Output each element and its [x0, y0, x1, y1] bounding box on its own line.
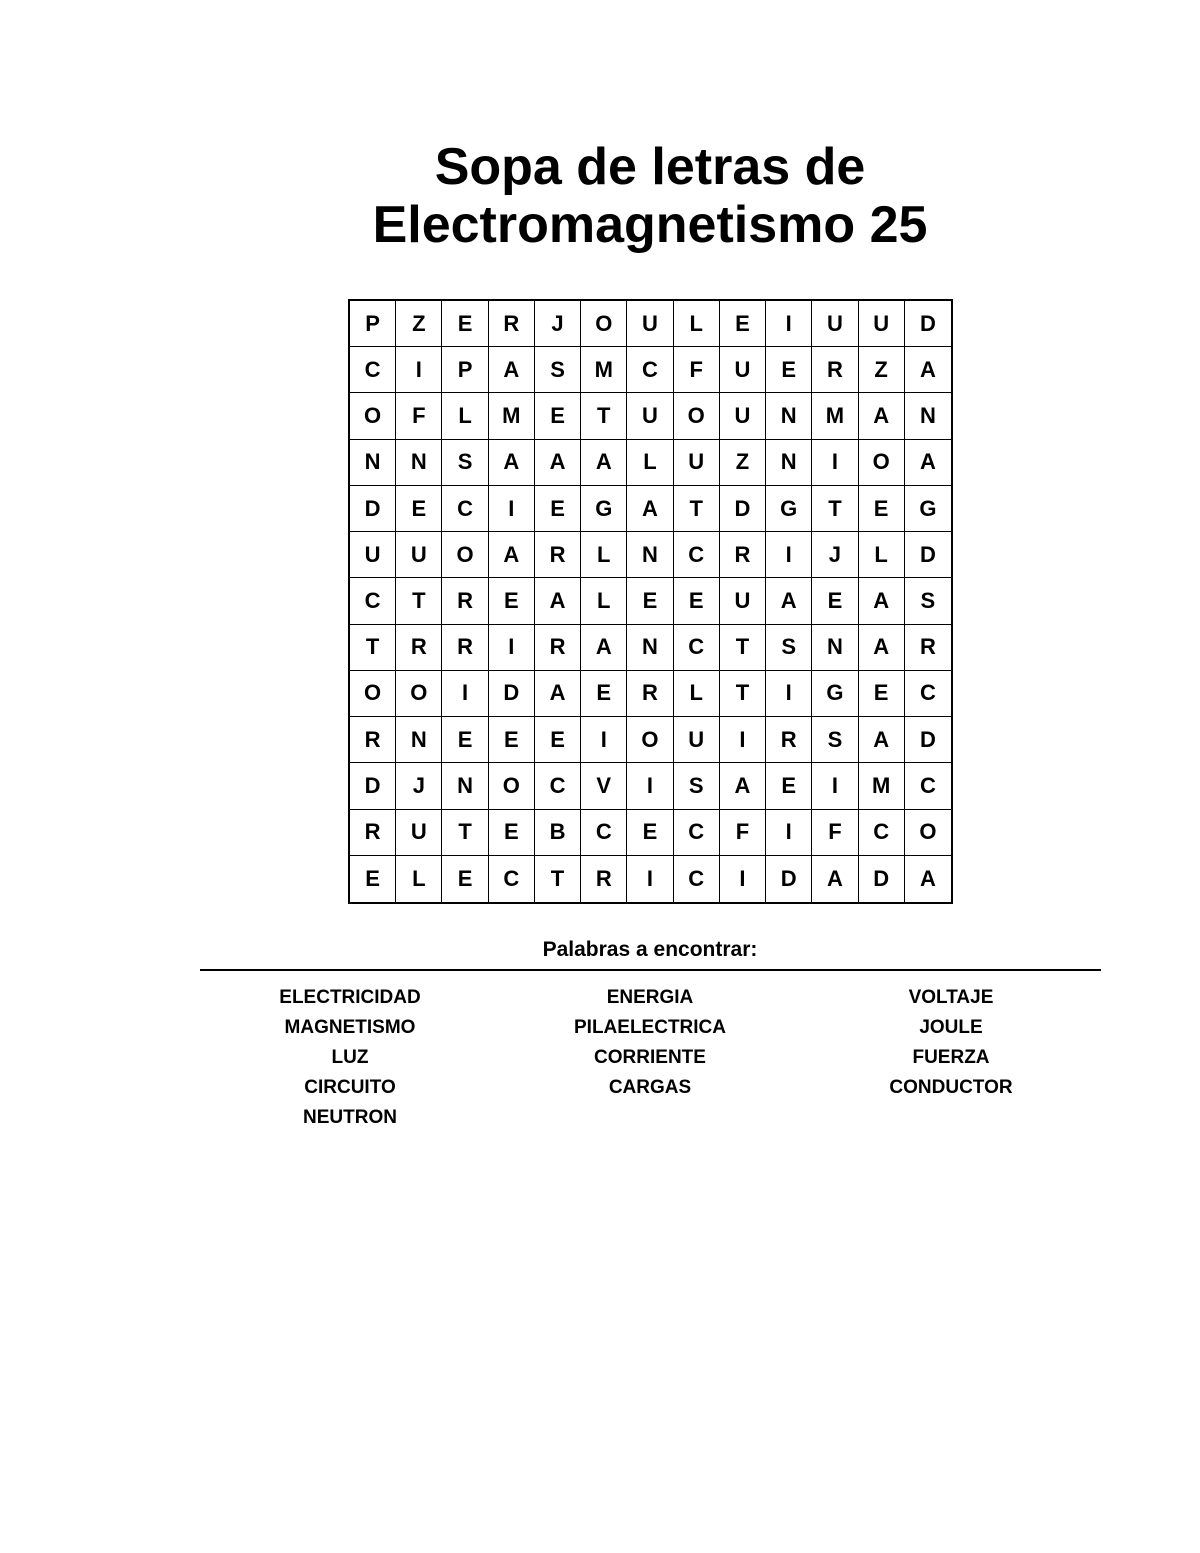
grid-cell: A [489, 440, 535, 486]
grid-cell: E [489, 578, 535, 624]
grid-cell: O [905, 810, 951, 856]
grid-cell: L [627, 440, 673, 486]
grid-cell: F [674, 347, 720, 393]
grid-cell: O [442, 532, 488, 578]
grid-cell: A [812, 856, 858, 902]
grid-cell: R [350, 810, 396, 856]
grid-cell: M [859, 763, 905, 809]
grid-cell: T [442, 810, 488, 856]
word-list-item: CORRIENTE [594, 1047, 706, 1068]
grid-cell: I [581, 717, 627, 763]
word-list-item: VOLTAJE [908, 987, 994, 1008]
grid-cell: M [489, 393, 535, 439]
word-list-column-2 [500, 983, 800, 1103]
grid-cell: D [905, 717, 951, 763]
grid-cell: D [859, 856, 905, 902]
grid-cell: A [919, 865, 936, 891]
grid-cell: E [627, 810, 673, 856]
grid-cell: S [442, 440, 488, 486]
grid-cell: E [766, 763, 812, 809]
grid-cell: G [766, 486, 812, 532]
grid-cell: U [812, 301, 858, 347]
grid-cell: F [812, 810, 858, 856]
grid-cell: E [859, 486, 905, 532]
grid-cell: I [766, 301, 812, 347]
grid-cell: T [535, 856, 581, 902]
grid-cell: F [720, 810, 766, 856]
grid-cell: N [905, 393, 951, 439]
grid-cell: E [720, 301, 766, 347]
grid-cell: A [627, 486, 673, 532]
grid-cell: R [627, 671, 673, 717]
grid-cell: C [674, 625, 720, 671]
grid-cell: A [489, 532, 535, 578]
divider-line [200, 969, 1101, 971]
grid-cell: R [720, 532, 766, 578]
grid-cell: J [812, 532, 858, 578]
grid-cell: C [674, 532, 720, 578]
grid-cell: O [350, 393, 396, 439]
grid-cell: I [489, 625, 535, 671]
grid-cell: L [674, 671, 720, 717]
grid-cell: C [859, 810, 905, 856]
grid-cell: A [905, 440, 951, 486]
grid-cell: N [812, 625, 858, 671]
grid-cell: C [350, 578, 396, 624]
word-list-item: CONDUCTOR [889, 1077, 1013, 1098]
grid-cell: E [581, 671, 627, 717]
grid-cell: E [396, 486, 442, 532]
grid-cell: E [627, 578, 673, 624]
grid-cell: E [859, 671, 905, 717]
grid-cell: I [720, 856, 766, 902]
grid-cell: U [674, 440, 720, 486]
grid-cell: Z [396, 301, 442, 347]
grid-cell: E [812, 578, 858, 624]
grid-cell: I [442, 671, 488, 717]
grid-cell: L [442, 393, 488, 439]
grid-cell: R [905, 625, 951, 671]
grid-cell: S [905, 578, 951, 624]
grid-cell: S [535, 347, 581, 393]
grid-cell: A [766, 578, 812, 624]
grid-cell: E [442, 717, 488, 763]
grid-cell: E [674, 578, 720, 624]
grid-cell: L [396, 856, 442, 902]
grid-cell: R [535, 625, 581, 671]
grid-cell: U [720, 578, 766, 624]
grid-cell: R [396, 625, 442, 671]
word-list-item: LUZ [331, 1047, 369, 1068]
grid-cell: R [350, 717, 396, 763]
grid-cell: U [627, 301, 673, 347]
grid-cell: E [350, 856, 396, 902]
word-list-item: NEUTRON [303, 1107, 397, 1128]
grid-cell: E [535, 717, 581, 763]
grid-cell: E [442, 301, 488, 347]
word-list-item: PILAELECTRICA [574, 1017, 726, 1038]
word-list-column-3 [801, 983, 1101, 1103]
grid-cell: U [396, 532, 442, 578]
word-list-item: MAGNETISMO [284, 1017, 416, 1038]
grid-cell: N [396, 440, 442, 486]
grid-cell: R [766, 717, 812, 763]
grid-cell: C [350, 347, 396, 393]
grid-cell: N [766, 440, 812, 486]
grid-cell: S [812, 717, 858, 763]
grid-cell: U [396, 810, 442, 856]
grid-cell: C [905, 763, 951, 809]
grid-cell: E [489, 810, 535, 856]
grid-cell: A [859, 393, 905, 439]
grid-cell: A [535, 440, 581, 486]
grid-cell: I [766, 810, 812, 856]
grid-cell: E [535, 393, 581, 439]
grid-cell: L [859, 532, 905, 578]
grid-cell: A [859, 717, 905, 763]
grid-cell: T [720, 625, 766, 671]
grid-cell: U [720, 347, 766, 393]
grid-cell: C [627, 347, 673, 393]
grid-cell: G [812, 671, 858, 717]
grid-cell: U [674, 717, 720, 763]
grid-cell: D [766, 856, 812, 902]
grid-cell: Z [859, 347, 905, 393]
grid-cell: A [859, 625, 905, 671]
grid-cell: O [396, 671, 442, 717]
title-line-1: Sopa de letras de [434, 138, 866, 196]
grid-cell: R [442, 578, 488, 624]
grid-cell: D [489, 671, 535, 717]
grid-cell: I [627, 763, 673, 809]
grid-cell: C [905, 671, 951, 717]
grid-cell: E [766, 347, 812, 393]
grid-cell: I [812, 763, 858, 809]
grid-cell: I [627, 856, 673, 902]
grid-cell: A [720, 763, 766, 809]
grid-cell: A [905, 347, 951, 393]
grid-cell: M [581, 347, 627, 393]
grid-cell: G [905, 486, 951, 532]
grid-cell: L [581, 578, 627, 624]
grid-cell: T [720, 671, 766, 717]
grid-cell: C [581, 810, 627, 856]
grid-cell: D [720, 486, 766, 532]
grid-cell: T [812, 486, 858, 532]
grid-cell: Z [720, 440, 766, 486]
grid-cell: A [535, 671, 581, 717]
grid-cell: A [581, 440, 627, 486]
grid-cell: D [905, 301, 951, 347]
grid-cell: N [396, 717, 442, 763]
grid-cell: I [766, 671, 812, 717]
grid-cell: M [812, 393, 858, 439]
grid-cell: A [489, 347, 535, 393]
grid-cell: E [535, 486, 581, 532]
grid-cell: C [535, 763, 581, 809]
grid-cell: O [674, 393, 720, 439]
grid-cell: I [812, 440, 858, 486]
grid-cell: N [627, 532, 673, 578]
grid-cell: I [396, 347, 442, 393]
grid-cell: O [581, 301, 627, 347]
grid-cell: R [812, 347, 858, 393]
grid-cell: O [489, 763, 535, 809]
grid-cell: A [535, 578, 581, 624]
grid-cell: T [396, 578, 442, 624]
word-list-item: CARGAS [608, 1077, 692, 1098]
grid-cell: D [350, 763, 396, 809]
grid-cell: R [442, 625, 488, 671]
grid-cell: C [489, 856, 535, 902]
page-title [300, 138, 1000, 254]
grid-cell: T [581, 393, 627, 439]
grid-cell: A [859, 578, 905, 624]
grid-cell: E [489, 717, 535, 763]
words-heading: Palabras a encontrar: [542, 938, 758, 961]
grid-cell: J [535, 301, 581, 347]
title-line-2: Electromagnetismo 25 [372, 196, 928, 254]
grid-cell: F [396, 393, 442, 439]
grid-cell: E [442, 856, 488, 902]
word-list-item: CIRCUITO [304, 1077, 396, 1098]
grid-cell: R [489, 301, 535, 347]
grid-cell: U [859, 301, 905, 347]
grid-cell: T [674, 486, 720, 532]
grid-cell: P [442, 347, 488, 393]
grid-cell: N [442, 763, 488, 809]
grid-cell: O [627, 717, 673, 763]
grid-cell: V [581, 763, 627, 809]
grid-cell: D [350, 486, 396, 532]
grid-cell: S [766, 625, 812, 671]
grid-cell: G [581, 486, 627, 532]
grid-cell: I [766, 532, 812, 578]
grid-cell: O [350, 671, 396, 717]
grid-cell: I [489, 486, 535, 532]
grid-cell: S [674, 763, 720, 809]
grid-cell: U [350, 532, 396, 578]
grid-cell: R [581, 856, 627, 902]
grid-cell: U [720, 393, 766, 439]
grid-cell: N [627, 625, 673, 671]
grid-cell: J [396, 763, 442, 809]
grid-cell: L [581, 532, 627, 578]
grid-cell: O [859, 440, 905, 486]
grid-cell: T [350, 625, 396, 671]
grid-cell: U [627, 393, 673, 439]
grid-cell: D [905, 532, 951, 578]
word-list-item: JOULE [919, 1017, 983, 1038]
word-list-item: ENERGIA [606, 987, 694, 1008]
grid-cell: N [350, 440, 396, 486]
word-list-item: ELECTRICIDAD [279, 987, 421, 1008]
grid-cell: R [535, 532, 581, 578]
grid-cell: C [674, 856, 720, 902]
grid-cell: A [581, 625, 627, 671]
word-list-item: FUERZA [912, 1047, 990, 1068]
grid-cell: N [766, 393, 812, 439]
word-search-grid [348, 299, 953, 904]
grid-cell: P [350, 301, 396, 347]
grid-cell: B [535, 810, 581, 856]
grid-cell: C [442, 486, 488, 532]
grid-cell: I [720, 717, 766, 763]
word-list-column-1 [200, 983, 500, 1133]
grid-cell: L [674, 301, 720, 347]
grid-cell: C [674, 810, 720, 856]
